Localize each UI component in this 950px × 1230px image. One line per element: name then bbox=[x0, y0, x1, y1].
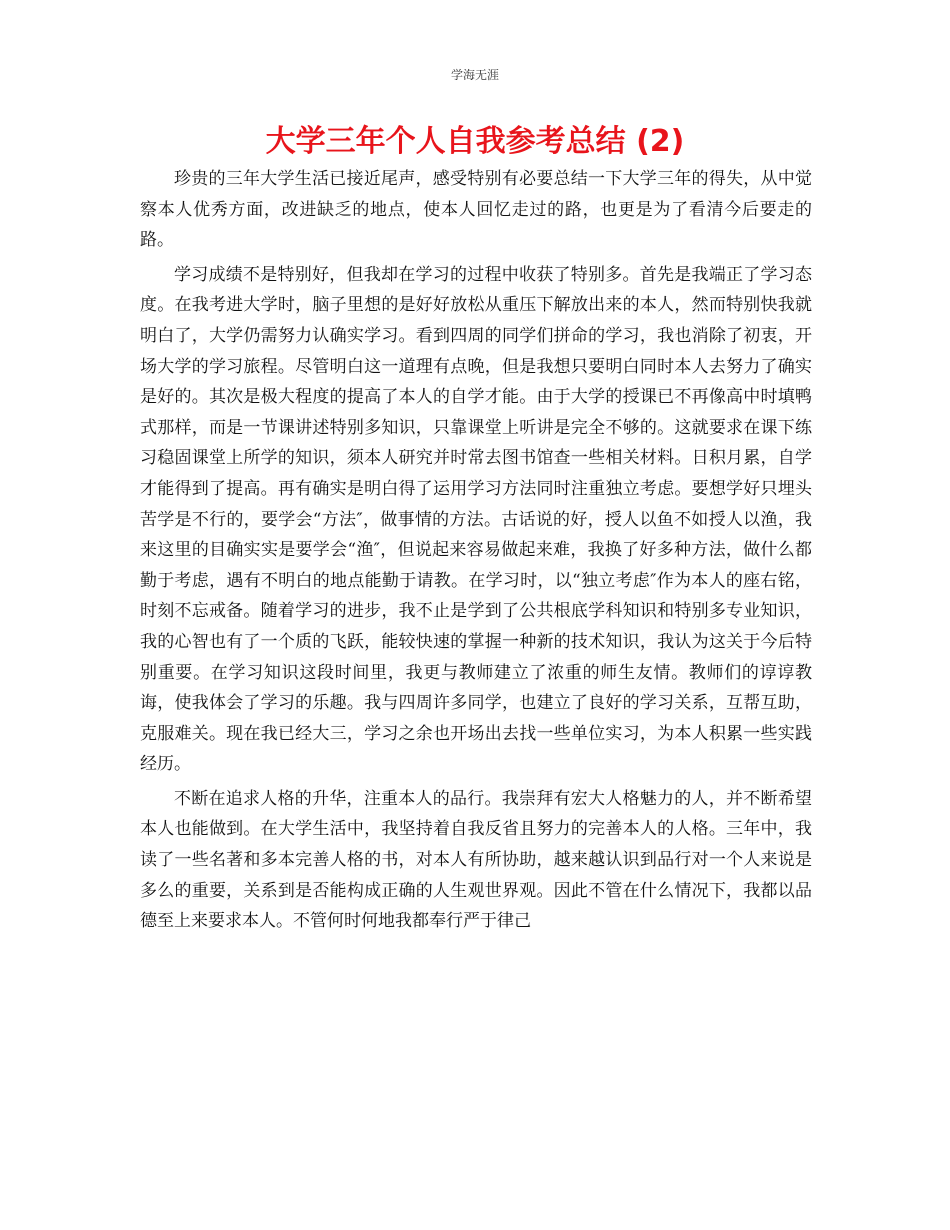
document-title: 大学三年个人自我参考总结 (2) bbox=[265, 124, 685, 159]
page-header: 学海无涯 bbox=[450, 68, 499, 82]
document-body bbox=[140, 164, 812, 941]
paragraph-2: 学习成绩不是特别好，但我却在学习的过程中收获了特别多。首先是我端正了学习态度。在我考进大学时，脑子里想的是好好放松从重压下解放出来的本人，然而特别快我就明白了，大学仍需努力认确实学习。看到四周的同学们拼命的学习，我也消除了初衷，开场大学的学习旅程。尽管明白这一道理有点晚，但是我想只要明白同时本人去努力了确实是好的。其次是极大程度的提高了本人的自学才能。由于大学的授课已不再像高中时填鸭式那样，而是一节课讲述特别多知识，只靠课堂上听讲是完全不够的。这就要求在课下练习稳固课堂上所学的知识，须本人研究并时常去图书馆查一些相关材料。日积月累，自学才能得到了提高。再有确实是明白得了运用学习方法同时注重独立考虑。要想学好只埋头苦学是不行的，要学会“方法″，做事情的方法。古话说的好，授人以鱼不如授人以渔，我来这里的目确实实是要学会“渔″，但说起来容易做起来难，我换了好多种方法，做什么都勤于考虑，遇有不明白的地点能勤于请教。在学习时，以“独立考虑″作为本人的座右铭，时刻不忘戒备。随着学习的进步，我不止是学到了公共根底学科知识和特别多专业知识，我的心智也有了一个质的飞跃，能较快速的掌握一种新的技术知识，我认为这关于今后特别重要。在学习知识这段时间里，我更与教师建立了浓重的师生友情。教师们的谆谆教诲，使我体会了学习的乐趣。我与四周许多同学，也建立了良好的学习关系，互帮互助，克服难关。现在我已经大三，学习之余也开场出去找一些单位实习，为本人积累一些实践经历。 bbox=[140, 264, 812, 775]
paragraph-1: 珍贵的三年大学生活已接近尾声，感受特别有必要总结一下大学三年的得失，从中觉察本人优秀方面，改进缺乏的地点，使本人回忆走过的路，也更是为了看清今后要走的路。 bbox=[140, 169, 812, 251]
paragraph-3: 不断在追求人格的升华，注重本人的品行。我崇拜有宏大人格魅力的人，并不断希望本人也能做到。在大学生活中，我坚持着自我反省且努力的完善本人的人格。三年中，我读了一些名著和多本完善人格的书，对本人有所协助，越来越认识到品行对一个人来说是多么的重要，关系到是否能构成正确的人生观世界观。因此不管在什么情况下，我都以品德至上来要求本人。不管何时何地我都奉行严于律己 bbox=[140, 788, 812, 932]
